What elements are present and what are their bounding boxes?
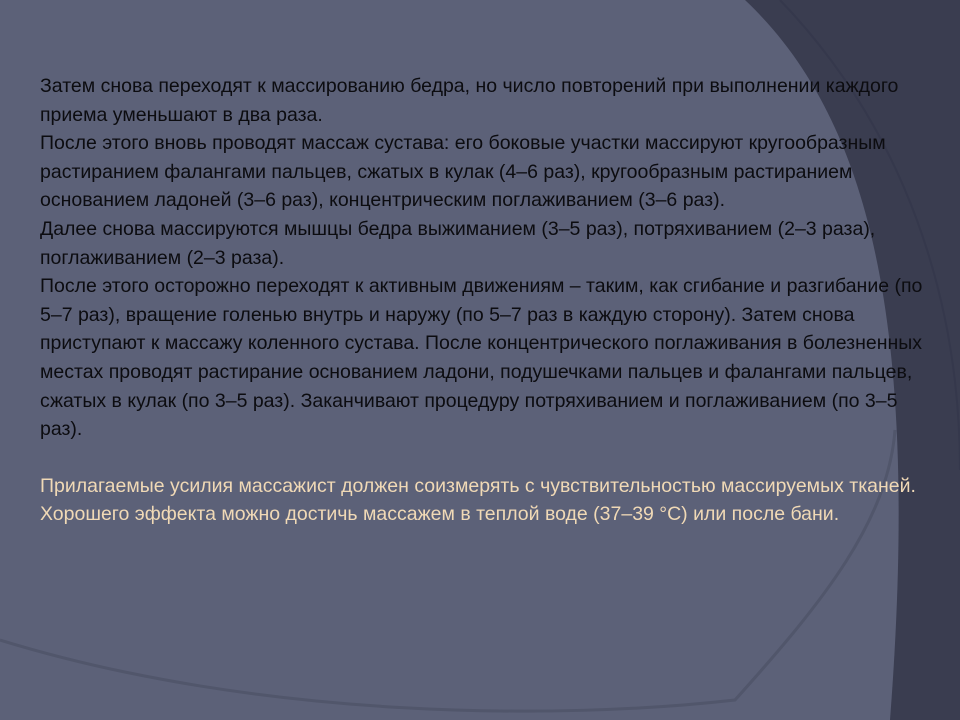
paragraph-4: После этого осторожно переходят к активным движениям – таким, как сгибание и разгибание (по 5–7 раз), вращение голенью внутрь и наружу (по 5–7 раз в каждую сторону). Затем снова приступают к массажу коленного сустава. После концентрического поглаживания в болезненных местах проводят растирание основанием ладони, подушечками пальцев и фалангами пальцев, сжатых в кулак (по 3–5 раз). Заканчивают процедуру потряхиванием и поглаживанием (по 3–5 раз). [40, 275, 923, 441]
paragraph-spacer [40, 444, 935, 472]
highlight-note: Прилагаемые усилия массажист должен соизмерять с чувствительностью массируемых тканей. Хорошего эффекта можно достичь массажем в теплой воде (37–39 °С) или после бани. [40, 474, 916, 526]
slide-content [40, 72, 935, 529]
paragraph-1: Затем снова переходят к массированию бедра, но число повторений при выполнении каждого приема уменьшают в два раза. [40, 75, 899, 126]
paragraph-2: После этого вновь проводят массаж сустава: его боковые участки массируют кругообразным растиранием фалангами пальцев, сжатых в кулак (4–6 раз), кругообразным растиранием основанием ладоней (3–6 раз), концентрическим поглаживанием (3–6 раз). [40, 132, 886, 212]
paragraph-3: Далее снова массируются мышцы бедра выжиманием (3–5 раз), потряхиванием (2–3 раза), поглаживанием (2–3 раза). [40, 217, 876, 269]
